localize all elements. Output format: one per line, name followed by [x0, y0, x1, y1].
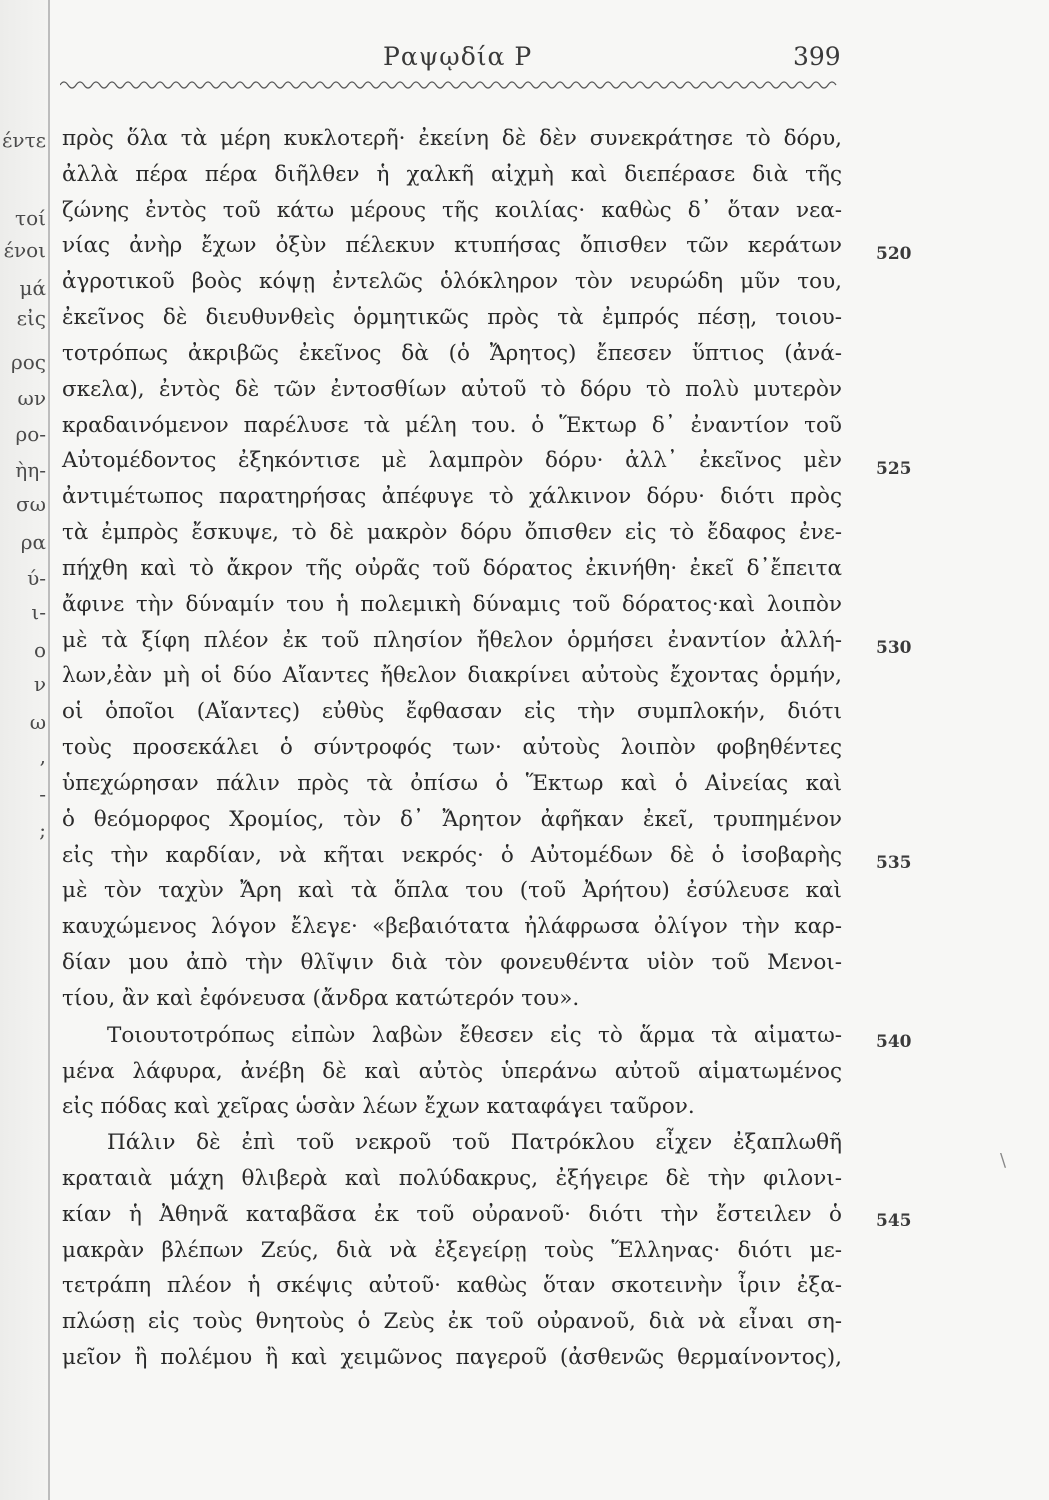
page-header-title: Ραψῳδία Ρ [383, 42, 533, 71]
text-line: πρὸς ὅλα τὰ μέρη κυκλοτερῆ· ἐκείνη δὲ δὲν συνεκράτησε τὸ δόρυ, [62, 126, 842, 151]
previous-page-edge [0, 0, 50, 1500]
text-line: τοτρόπως ἀκριβῶς ἐκεῖνος δὰ (ὁ Ἄρητος) ἔπεσεν ὕπτιος (ἀνά- [62, 341, 842, 366]
margin-fragment: ύ- [27, 566, 46, 590]
page-number: 399 [793, 42, 841, 71]
text-line: ἀγροτικοῦ βοὸς κόψῃ ἐντελῶς ὁλόκληρον τὸν νευρώδη μῦν του, [62, 269, 842, 294]
text-line: μὲ τὸν ταχὺν Ἄρη καὶ τὰ ὅπλα του (τοῦ Ἀρήτου) ἐσύλευσε καὶ [62, 878, 842, 903]
text-line: δίαν μου ἀπὸ τὴν θλῖψιν διὰ τὸν φονευθέντα υἱὸν τοῦ Μενοι- [62, 950, 842, 975]
wavy-rule-divider [60, 78, 840, 92]
text-line: λων,ἐὰν μὴ οἱ δύο Αἴαντες ἤθελον διακρίνει αὐτοὺς ἔχοντας ὁρμήν, [62, 663, 842, 688]
text-line: μένα λάφυρα, ἀνέβη δὲ καὶ αὐτὸς ὑπεράνω αὐτοῦ αἱματωμένος [62, 1059, 842, 1084]
text-line: σκελα), ἐντὸς δὲ τῶν ἐντοσθίων αὐτοῦ τὸ δόρυ τὸ πολὺ μυτερὸν [62, 377, 842, 402]
margin-fragment: ρα [20, 530, 46, 554]
text-line: τετράπη πλέον ἡ σκέψις αὐτοῦ· καθὼς ὅταν σκοτεινὴν ἶριν ἐξα- [62, 1273, 842, 1298]
line-number-marker: 545 [876, 1211, 912, 1231]
text-line: τοὺς προσεκάλει ὁ σύντροφός των· αὐτοὺς λοιπὸν φοβηθέντες [62, 735, 842, 760]
text-line: νίας ἀνὴρ ἔχων ὀξὺν πέλεκυν κτυπήσας ὄπισθεν τῶν κεράτων [62, 233, 842, 258]
text-line: Τοιουτοτρόπως εἰπὼν λαβὼν ἔθεσεν εἰς τὸ ἅρμα τὰ αἱματω- [107, 1023, 842, 1048]
text-line: πήχθη καὶ τὸ ἄκρον τῆς οὐρᾶς τοῦ δόρατος ἐκινήθη· ἐκεῖ δ᾽ἔπειτα [62, 556, 842, 581]
margin-fragment: μά [19, 276, 46, 300]
margin-fragment: ων [17, 386, 46, 410]
margin-fragment: εἰς [16, 306, 46, 330]
text-line: μεῖον ἢ πολέμου ἢ καὶ χειμῶνος παγεροῦ (ἀσθενῶς θερμαίνοντος), [62, 1345, 842, 1370]
text-line: πλώσῃ εἰς τοὺς θνητοὺς ὁ Ζεὺς ἐκ τοῦ οὐρανοῦ, διὰ νὰ εἶναι ση- [62, 1309, 842, 1334]
text-line: ζώνης ἐντὸς τοῦ κάτω μέρους τῆς κοιλίας· καθὼς δ᾽ ὅταν νεα- [62, 198, 842, 223]
text-line: τὰ ἐμπρὸς ἔσκυψε, τὸ δὲ μακρὸν δόρυ ὄπισθεν εἰς τὸ ἔδαφος ἐνε- [62, 520, 842, 545]
text-line: εἰς πόδας καὶ χεῖρας ὡσὰν λέων ἔχων καταφάγει ταῦρον. [62, 1094, 695, 1119]
line-number-marker: 525 [876, 459, 912, 479]
text-line: τίου, ἂν καὶ ἐφόνευσα (ἄνδρα κατώτερόν του». [62, 986, 580, 1011]
text-line: κραδαινόμενον παρέλυσε τὰ μέλη του. ὁ Ἕκτωρ δ᾽ ἐναντίον τοῦ [62, 413, 842, 438]
stray-mark: \ [1000, 1150, 1007, 1171]
text-line: ὁ θεόμορφος Χρομίος, τὸν δ᾽ Ἄρητον ἀφῆκαν ἐκεῖ, τρυπημένον [62, 807, 842, 832]
line-number-marker: 530 [876, 638, 912, 658]
margin-fragment: ρος [11, 350, 46, 374]
margin-fragment: ὴη- [15, 458, 46, 482]
text-line: ἀλλὰ πέρα πέρα διῆλθεν ἡ χαλκῆ αἰχμὴ καὶ διεπέρασε διὰ τῆς [62, 162, 842, 187]
line-number-marker: 520 [876, 244, 912, 264]
text-line: μὲ τὰ ξίφη πλέον ἐκ τοῦ πλησίον ἤθελον ὁρμήσει ἐναντίον ἀλλή- [62, 628, 842, 653]
text-line: ἄφινε τὴν δύναμίν του ἡ πολεμικὴ δύναμις τοῦ δόρατος·καὶ λοιπὸν [62, 592, 842, 617]
line-number-marker: 535 [876, 853, 912, 873]
margin-fragment: τοί [15, 206, 46, 230]
margin-fragment: έντε [2, 128, 46, 152]
line-number-marker: 540 [876, 1032, 912, 1052]
text-line: καυχώμενος λόγον ἔλεγε· «βεβαιότατα ἠλάφρωσα ὀλίγον τὴν καρ- [62, 914, 842, 939]
text-line: οἱ ὁποῖοι (Αἴαντες) εὐθὺς ἔφθασαν εἰς τὴν συμπλοκήν, διότι [62, 699, 842, 724]
margin-fragment: ο [33, 638, 46, 662]
margin-fragment: ν [33, 672, 46, 696]
text-line: εἰς τὴν καρδίαν, νὰ κῆται νεκρός· ὁ Αὐτομέδων δὲ ὁ ἰσοβαρὴς [62, 843, 842, 868]
text-line: Αὐτομέδοντος ἐξηκόντισε μὲ λαμπρὸν δόρυ· ἀλλ᾽ ἐκεῖνος μὲν [62, 448, 842, 473]
margin-fragment: - [39, 782, 46, 806]
text-line: κραταιὰ μάχη θλιβερὰ καὶ πολύδακρυς, ἐξήγειρε δὲ τὴν φιλονι- [62, 1166, 842, 1191]
text-line: ἐκεῖνος δὲ διευθυνθεὶς ὁρμητικῶς πρὸς τὰ ἐμπρός πέσῃ, τοιου- [62, 305, 842, 330]
margin-fragment: ω [29, 710, 46, 734]
margin-fragment: ρο- [15, 422, 46, 446]
margin-fragment: , [39, 744, 46, 768]
text-line: ὑπεχώρησαν πάλιν πρὸς τὰ ὀπίσω ὁ Ἕκτωρ καὶ ὁ Αἰνείας καὶ [62, 771, 842, 796]
margin-fragment: ένοι [3, 238, 46, 262]
margin-fragment: ι- [31, 600, 46, 624]
text-line: κίαν ἡ Ἀθηνᾶ καταβᾶσα ἐκ τοῦ οὐρανοῦ· διότι τὴν ἔστειλεν ὁ [62, 1202, 842, 1227]
text-line: ἀντιμέτωπος παρατηρήσας ἀπέφυγε τὸ χάλκινον δόρυ· διότι πρὸς [62, 484, 842, 509]
margin-fragment: σω [16, 492, 46, 516]
text-line: Πάλιν δὲ ἐπὶ τοῦ νεκροῦ τοῦ Πατρόκλου εἶχεν ἐξαπλωθῆ [107, 1130, 842, 1155]
margin-fragment: ; [39, 818, 46, 842]
text-line: μακρὰν βλέπων Ζεύς, διὰ νὰ ἐξεγείρῃ τοὺς Ἕλληνας· διότι με- [62, 1238, 842, 1263]
